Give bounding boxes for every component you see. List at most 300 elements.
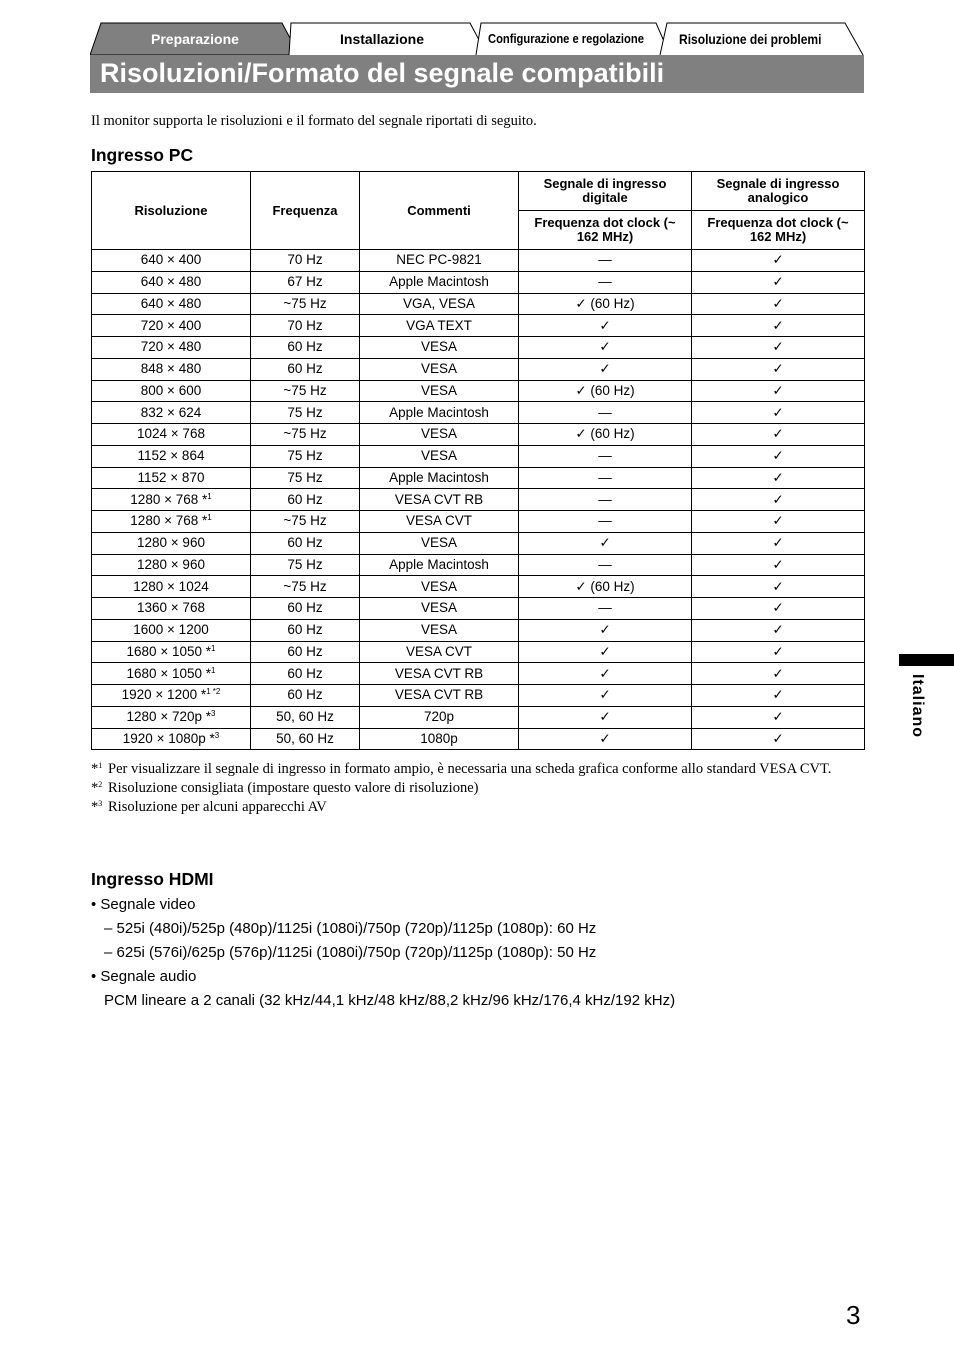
cell-analog (692, 315, 865, 337)
cell-frequency-text: 67 Hz (287, 274, 323, 290)
table-row (92, 489, 865, 511)
header-digital-text: Segnale di ingresso digitale (543, 176, 667, 205)
cell-comment (360, 315, 519, 337)
cell-frequency-text: 60 Hz (287, 361, 323, 377)
cell-frequency (251, 402, 360, 424)
cell-analog-text: ✓ (772, 665, 784, 681)
cell-resolution-text: 848 × 480 (140, 361, 202, 377)
table-row (92, 315, 865, 337)
cell-frequency-text: 70 Hz (287, 252, 323, 268)
cell-comment (360, 728, 519, 750)
tab-risoluzione-problemi[interactable]: Risoluzione dei problemi (679, 31, 822, 47)
cell-comment-text: NEC PC-9821 (396, 252, 482, 268)
cell-frequency (251, 728, 360, 750)
cell-frequency (251, 424, 360, 446)
cell-resolution-text: 1680 × 1050 * (126, 643, 211, 659)
cell-comment (360, 706, 519, 728)
cell-digital (519, 576, 692, 598)
cell-frequency (251, 663, 360, 685)
cell-analog-text: ✓ (772, 339, 784, 355)
header-analog-clock (692, 211, 865, 250)
cell-digital (519, 489, 692, 511)
cell-frequency-text: 60 Hz (287, 665, 323, 681)
cell-resolution (92, 467, 251, 489)
footnote-text: Risoluzione consigliata (impostare questo valore di risoluzione) (108, 780, 479, 796)
cell-resolution-text: 640 × 400 (140, 252, 202, 268)
cell-resolution (92, 576, 251, 598)
cell-analog (692, 663, 865, 685)
cell-comment-text: VESA (420, 600, 458, 616)
cell-comment (360, 619, 519, 641)
footnote-ref: 1 (207, 513, 212, 523)
footnote-number: 2 (98, 780, 103, 789)
tab-configurazione[interactable]: Configurazione e regolazione (488, 31, 644, 46)
table-row (92, 402, 865, 424)
cell-analog-text: ✓ (772, 448, 784, 464)
cell-analog (692, 728, 865, 750)
cell-resolution (92, 250, 251, 272)
cell-resolution-text: 1152 × 870 (137, 469, 205, 485)
cell-resolution-text: 1024 × 768 (137, 426, 205, 442)
cell-digital (519, 706, 692, 728)
cell-resolution (92, 728, 251, 750)
cell-digital (519, 402, 692, 424)
cell-analog (692, 598, 865, 620)
footnote-ref: 1 *2 (206, 687, 221, 697)
cell-frequency-text: ~75 Hz (283, 426, 327, 442)
hdmi-list (91, 893, 675, 1013)
cell-resolution-text: 1360 × 768 (137, 600, 205, 616)
cell-digital (519, 358, 692, 380)
cell-resolution-text: 1280 × 960 (137, 556, 205, 572)
footnote-ref: 3 (211, 709, 216, 719)
cell-digital-text: ✓ (599, 687, 611, 703)
tab-preparazione[interactable]: Preparazione (151, 31, 239, 47)
cell-digital-text: ✓ (599, 730, 611, 746)
cell-analog (692, 380, 865, 402)
cell-analog-text: ✓ (772, 252, 784, 268)
cell-resolution-text: 1280 × 1024 (133, 578, 209, 594)
cell-analog (692, 576, 865, 598)
cell-resolution (92, 641, 251, 663)
cell-digital-text: ✓ (60 Hz) (575, 382, 635, 398)
cell-resolution (92, 445, 251, 467)
cell-analog-text: ✓ (772, 556, 784, 572)
cell-frequency-text: 50, 60 Hz (276, 730, 334, 746)
footnote-ref: 1 (211, 665, 216, 675)
cell-digital-text: — (598, 252, 612, 268)
cell-comment (360, 576, 519, 598)
cell-frequency (251, 380, 360, 402)
hdmi-video-label: • Segnale video (91, 896, 196, 913)
cell-comment-text: VGA TEXT (406, 317, 472, 333)
cell-comment (360, 511, 519, 533)
table-row (92, 467, 865, 489)
table-row (92, 598, 865, 620)
cell-resolution (92, 424, 251, 446)
pc-section-title: Ingresso PC (91, 145, 194, 165)
cell-frequency-text: 60 Hz (287, 643, 323, 659)
page-title: Risoluzioni/Formato del segnale compatibili (100, 58, 665, 88)
cell-analog-text: ✓ (772, 491, 784, 507)
cell-digital (519, 619, 692, 641)
cell-comment-text: VESA (420, 448, 458, 464)
cell-digital-text: ✓ (599, 709, 611, 725)
cell-analog (692, 511, 865, 533)
cell-digital (519, 315, 692, 337)
table-row (92, 532, 865, 554)
cell-resolution (92, 402, 251, 424)
cell-digital (519, 271, 692, 293)
cell-comment-text: VGA, VESA (402, 295, 476, 311)
cell-analog (692, 358, 865, 380)
table-row (92, 250, 865, 272)
cell-analog (692, 619, 865, 641)
cell-comment-text: VESA (420, 578, 458, 594)
cell-comment-text: 1080p (420, 730, 458, 746)
cell-resolution (92, 337, 251, 359)
cell-comment-text: VESA (420, 535, 458, 551)
cell-digital-text: ✓ (599, 339, 611, 355)
cell-digital (519, 337, 692, 359)
table-row (92, 576, 865, 598)
table-row (92, 728, 865, 750)
cell-resolution (92, 619, 251, 641)
header-digital-clock-text: Frequenza dot clock (~ 162 MHz) (534, 215, 676, 244)
hdmi-section-title: Ingresso HDMI (91, 869, 214, 889)
cell-comment-text: VESA CVT RB (394, 491, 484, 507)
cell-comment (360, 250, 519, 272)
cell-digital (519, 554, 692, 576)
table-row (92, 706, 865, 728)
cell-digital-text: ✓ (60 Hz) (575, 426, 635, 442)
cell-comment-text: Apple Macintosh (389, 469, 489, 485)
cell-frequency-text: 75 Hz (287, 404, 323, 420)
table-row (92, 641, 865, 663)
header-comments: Commenti (360, 172, 519, 250)
cell-comment-text: VESA CVT (405, 643, 473, 659)
cell-digital (519, 511, 692, 533)
hdmi-audio-label: • Segnale audio (91, 968, 197, 985)
cell-resolution (92, 706, 251, 728)
table-row (92, 663, 865, 685)
language-side-tab (899, 654, 954, 666)
cell-frequency-text: 75 Hz (287, 556, 323, 572)
table-row (92, 293, 865, 315)
intro-text: Il monitor supporta le risoluzioni e il formato del segnale riportati di seguito. (91, 113, 537, 129)
cell-resolution-text: 1152 × 864 (137, 448, 205, 464)
table-row (92, 445, 865, 467)
cell-comment (360, 358, 519, 380)
cell-analog (692, 489, 865, 511)
cell-analog-text: ✓ (772, 295, 784, 311)
header-analog-clock-text: Frequenza dot clock (~ 162 MHz) (707, 215, 849, 244)
cell-comment (360, 663, 519, 685)
cell-analog (692, 445, 865, 467)
header-frequency: Frequenza (251, 172, 360, 250)
cell-digital-text: — (598, 469, 612, 485)
cell-comment (360, 685, 519, 707)
cell-comment (360, 380, 519, 402)
cell-frequency-text: 70 Hz (287, 317, 323, 333)
cell-resolution (92, 532, 251, 554)
cell-comment (360, 402, 519, 424)
cell-resolution (92, 663, 251, 685)
cell-resolution (92, 554, 251, 576)
cell-digital (519, 598, 692, 620)
cell-comment-text: Apple Macintosh (389, 556, 489, 572)
cell-digital (519, 663, 692, 685)
cell-comment (360, 467, 519, 489)
footnote-mark: * (91, 761, 99, 777)
cell-resolution (92, 293, 251, 315)
cell-frequency (251, 619, 360, 641)
cell-digital-text: — (598, 513, 612, 529)
cell-frequency-text: 60 Hz (287, 491, 323, 507)
cell-analog-text: ✓ (772, 622, 784, 638)
cell-comment-text: Apple Macintosh (389, 274, 489, 290)
cell-digital-text: — (598, 600, 612, 616)
cell-frequency-text: 50, 60 Hz (276, 709, 334, 725)
table-row (92, 511, 865, 533)
cell-frequency-text: ~75 Hz (283, 295, 327, 311)
cell-digital (519, 445, 692, 467)
cell-analog (692, 337, 865, 359)
table-row (92, 619, 865, 641)
cell-comment-text: VESA CVT RB (394, 665, 484, 681)
cell-resolution (92, 380, 251, 402)
cell-analog (692, 641, 865, 663)
cell-comment-text: VESA CVT (405, 513, 473, 529)
cell-analog (692, 467, 865, 489)
cell-analog-text: ✓ (772, 600, 784, 616)
cell-resolution (92, 598, 251, 620)
footnotes (91, 760, 851, 817)
cell-digital-text: ✓ (599, 665, 611, 681)
cell-comment-text: VESA CVT RB (394, 687, 484, 703)
cell-resolution (92, 685, 251, 707)
cell-frequency-text: 60 Hz (287, 339, 323, 355)
cell-frequency-text: 75 Hz (287, 469, 323, 485)
cell-comment (360, 598, 519, 620)
footnote-mark: * (91, 799, 99, 815)
cell-analog (692, 293, 865, 315)
cell-frequency-text: 60 Hz (287, 535, 323, 551)
cell-frequency (251, 293, 360, 315)
cell-comment-text: VESA (420, 622, 458, 638)
header-digital (519, 172, 692, 211)
cell-frequency (251, 641, 360, 663)
footnote-text: Per visualizzare il segnale di ingresso in formato ampio, è necessaria una scheda grafica conforme allo standard VESA CVT. (108, 761, 832, 777)
cell-analog (692, 271, 865, 293)
footnote-ref: 3 (214, 730, 220, 740)
cell-comment-text: VESA (420, 361, 458, 377)
table-row (92, 554, 865, 576)
footnote-mark: * (91, 780, 99, 796)
hdmi-video-60hz: – 525i (480i)/525p (480p)/1125i (1080i)/750p (720p)/1125p (1080p): 60 Hz (104, 920, 597, 937)
cell-resolution-text: 1280 × 768 * (130, 491, 208, 507)
cell-analog-text: ✓ (772, 709, 784, 725)
cell-frequency (251, 706, 360, 728)
cell-digital-text: ✓ (599, 317, 611, 333)
cell-digital-text: ✓ (60 Hz) (575, 295, 635, 311)
resolution-table-body (92, 250, 865, 750)
resolution-table (91, 171, 865, 750)
footnote-number: 1 (98, 761, 103, 770)
header-digital-clock (519, 211, 692, 250)
page-number: 3 (846, 1300, 861, 1330)
cell-frequency-text: ~75 Hz (283, 578, 327, 594)
cell-resolution (92, 489, 251, 511)
cell-digital (519, 293, 692, 315)
cell-digital (519, 685, 692, 707)
cell-digital (519, 424, 692, 446)
cell-analog-text: ✓ (772, 274, 784, 290)
cell-frequency (251, 467, 360, 489)
cell-analog-text: ✓ (772, 535, 784, 551)
cell-resolution-text: 640 × 480 (140, 274, 202, 290)
footnote-number: 3 (98, 799, 103, 808)
header-analog (692, 172, 865, 211)
cell-frequency-text: ~75 Hz (283, 513, 327, 529)
cell-resolution-text: 1600 × 1200 (133, 622, 209, 638)
header-analog-text: Segnale di ingresso analogico (716, 176, 840, 205)
cell-analog (692, 685, 865, 707)
hdmi-audio-value: PCM lineare a 2 canali (32 kHz/44,1 kHz/48 kHz/88,2 kHz/96 kHz/176,4 kHz/192 kHz) (104, 992, 676, 1009)
cell-resolution-text: 800 × 600 (140, 382, 202, 398)
hdmi-video-50hz: – 625i (576i)/625p (576p)/1125i (1080i)/750p (720p)/1125p (1080p): 50 Hz (104, 944, 597, 961)
cell-resolution-text: 1280 × 720p * (126, 709, 211, 725)
cell-resolution (92, 315, 251, 337)
cell-frequency (251, 554, 360, 576)
cell-frequency (251, 271, 360, 293)
cell-resolution-text: 1920 × 1080p * (122, 730, 215, 746)
cell-digital (519, 250, 692, 272)
cell-frequency (251, 337, 360, 359)
cell-digital (519, 641, 692, 663)
cell-digital-text: ✓ (599, 535, 611, 551)
cell-comment (360, 532, 519, 554)
cell-frequency-text: ~75 Hz (283, 382, 327, 398)
cell-analog (692, 706, 865, 728)
cell-resolution-text: 640 × 480 (140, 295, 202, 311)
header-resolution: Risoluzione (92, 172, 251, 250)
cell-comment (360, 641, 519, 663)
table-row (92, 358, 865, 380)
cell-resolution (92, 358, 251, 380)
cell-digital-text: ✓ (60 Hz) (575, 578, 635, 594)
cell-frequency-text: 60 Hz (287, 687, 323, 703)
cell-resolution-text: 1680 × 1050 * (126, 665, 211, 681)
cell-frequency-text: 60 Hz (287, 622, 323, 638)
cell-comment-text: Apple Macintosh (389, 404, 489, 420)
cell-analog-text: ✓ (772, 317, 784, 333)
footnote-text: Risoluzione per alcuni apparecchi AV (108, 799, 327, 815)
tab-installazione[interactable]: Installazione (340, 31, 425, 47)
cell-analog-text: ✓ (772, 469, 784, 485)
cell-comment (360, 271, 519, 293)
table-row (92, 424, 865, 446)
cell-comment (360, 337, 519, 359)
cell-analog (692, 250, 865, 272)
cell-frequency (251, 445, 360, 467)
cell-frequency (251, 598, 360, 620)
cell-digital-text: — (598, 491, 612, 507)
cell-resolution-text: 720 × 480 (140, 339, 202, 355)
cell-comment (360, 424, 519, 446)
table-row (92, 380, 865, 402)
footnote-2 (91, 779, 851, 798)
cell-resolution-text: 832 × 624 (140, 404, 202, 420)
cell-resolution-text: 1280 × 768 * (130, 513, 208, 529)
footnote-ref: 1 (207, 491, 212, 501)
table-row (92, 271, 865, 293)
cell-resolution-text: 1280 × 960 (137, 535, 205, 551)
cell-digital-text: — (598, 274, 612, 290)
cell-digital (519, 728, 692, 750)
cell-analog-text: ✓ (772, 687, 784, 703)
cell-digital (519, 467, 692, 489)
cell-digital-text: — (598, 556, 612, 572)
cell-digital-text: ✓ (599, 622, 611, 638)
language-label: Italiano (909, 674, 926, 739)
cell-digital (519, 532, 692, 554)
cell-comment (360, 554, 519, 576)
cell-analog (692, 554, 865, 576)
cell-analog-text: ✓ (772, 730, 784, 746)
cell-comment (360, 489, 519, 511)
table-row (92, 685, 865, 707)
cell-analog-text: ✓ (772, 382, 784, 398)
footnote-3 (91, 798, 851, 817)
cell-analog-text: ✓ (772, 361, 784, 377)
cell-resolution (92, 271, 251, 293)
cell-comment-text: VESA (420, 339, 458, 355)
cell-resolution (92, 511, 251, 533)
cell-comment-text: VESA (420, 382, 458, 398)
cell-frequency (251, 511, 360, 533)
cell-frequency (251, 250, 360, 272)
cell-frequency (251, 532, 360, 554)
cell-frequency (251, 489, 360, 511)
cell-comment (360, 293, 519, 315)
chapter-tabs (90, 22, 864, 55)
footnote-1 (91, 760, 851, 779)
cell-analog-text: ✓ (772, 643, 784, 659)
cell-analog-text: ✓ (772, 578, 784, 594)
cell-analog (692, 424, 865, 446)
cell-comment (360, 445, 519, 467)
cell-digital (519, 380, 692, 402)
cell-analog (692, 532, 865, 554)
cell-frequency-text: 75 Hz (287, 448, 323, 464)
cell-digital-text: ✓ (599, 643, 611, 659)
cell-analog-text: ✓ (772, 513, 784, 529)
cell-frequency (251, 685, 360, 707)
cell-frequency (251, 576, 360, 598)
cell-analog (692, 402, 865, 424)
cell-frequency-text: 60 Hz (287, 600, 323, 616)
cell-resolution-text: 1920 × 1200 * (121, 687, 207, 703)
cell-digital-text: — (598, 448, 612, 464)
cell-comment-text: 720p (423, 709, 455, 725)
cell-analog-text: ✓ (772, 404, 784, 420)
cell-frequency (251, 315, 360, 337)
table-row (92, 337, 865, 359)
cell-frequency (251, 358, 360, 380)
cell-resolution-text: 720 × 400 (140, 317, 202, 333)
cell-digital-text: ✓ (599, 361, 611, 377)
